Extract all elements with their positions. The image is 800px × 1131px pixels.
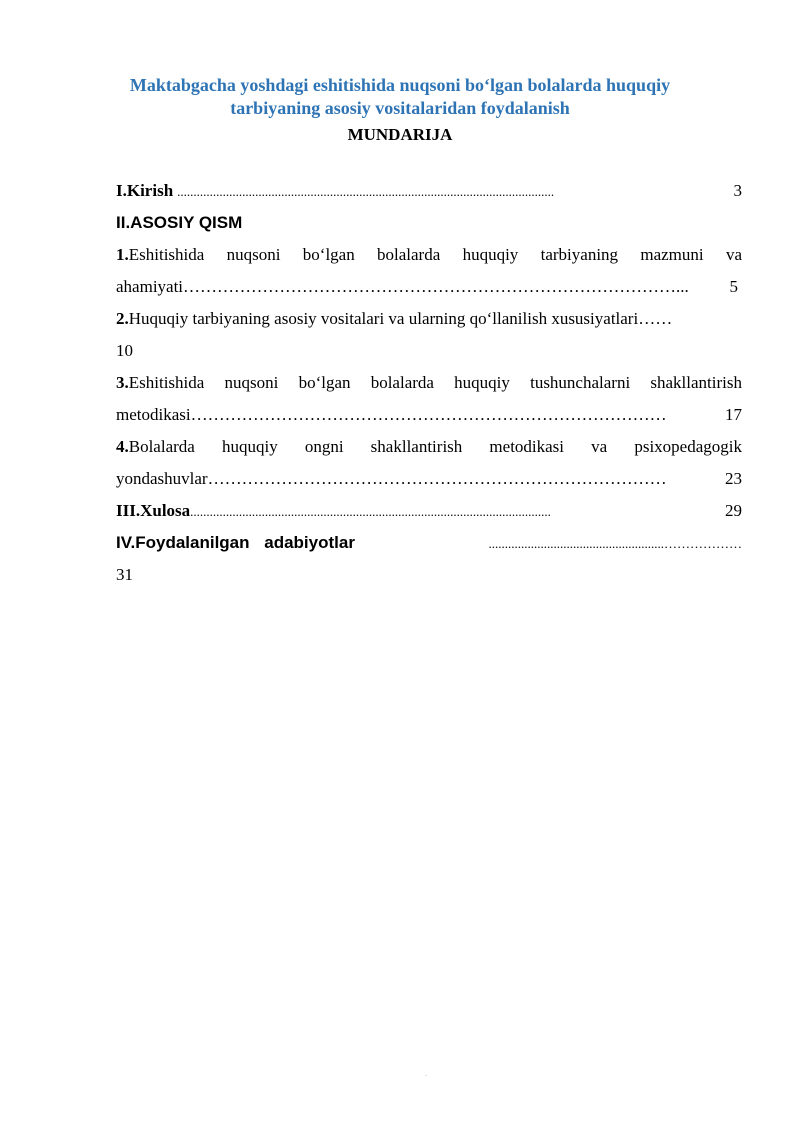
toc-references-page: 31 (116, 565, 133, 584)
toc-entry-1-page: 5 (729, 277, 738, 296)
toc-entry-4-text: Bolalarda huquqiy ongni shakllantirish metodikasi va psixopedagogik (128, 437, 742, 456)
toc-entry-3-leader: ………………………………………………………………………… (190, 405, 667, 424)
toc-entry-1-text-cont: ahamiyati (116, 277, 184, 296)
toc-heading: MUNDARIJA (347, 125, 453, 144)
toc-entry-2-line-2[interactable] (116, 335, 742, 367)
toc-entry-4-number: 4. (116, 437, 129, 456)
toc-entry-2-number: 2. (116, 309, 129, 328)
toc-entry-1-text: Eshitishida nuqsoni bo‘lgan bolalarda huquqiy tarbiyaning mazmuni va (128, 245, 742, 264)
toc-intro-page: 3 (733, 181, 742, 200)
toc-entry-3-text-cont: metodikasi (116, 405, 191, 424)
toc-conclusion-page: 29 (725, 501, 742, 520)
toc-entry-4-page: 23 (725, 469, 742, 488)
toc-entry-main-section[interactable] (116, 207, 742, 239)
toc-intro-leader: .................................................................................................................... (177, 184, 555, 199)
toc-entry-3-text: Eshitishida nuqsoni bo‘lgan bolalarda huquqiy tushunchalarni shakllantirish (128, 373, 742, 392)
toc-entry-1-line-2[interactable] (116, 271, 742, 303)
toc-entry-intro[interactable] (116, 175, 742, 207)
title-line-1: Maktabgacha yoshdagi eshitishida nuqsoni bo‘lgan bolalarda huquqiy (129, 75, 671, 95)
toc-conclusion-leader: ............................................................................................................... (190, 504, 551, 519)
toc-entry-references-page-line[interactable] (116, 559, 742, 591)
toc-entry-3-number: 3. (116, 373, 129, 392)
toc-entry-3-line-1[interactable] (116, 367, 742, 399)
toc-entry-references[interactable] (116, 527, 742, 559)
toc-references-leader: ......................................................……………… (488, 536, 742, 551)
toc-conclusion-label: III.Xulosa (116, 501, 191, 520)
toc-entry-1-number: 1. (116, 245, 129, 264)
footer-mark: . (425, 1068, 428, 1078)
table-of-contents (116, 175, 742, 591)
toc-entry-3-line-2[interactable] (116, 399, 742, 431)
toc-references-label: IV.Foydalanilgan adabiyotlar (116, 533, 355, 552)
toc-entry-4-line-1[interactable] (116, 431, 742, 463)
toc-entry-2-line-1[interactable] (116, 303, 742, 335)
toc-entry-1-line-1[interactable] (116, 239, 742, 271)
toc-entry-4-line-2[interactable] (116, 463, 742, 495)
toc-entry-3-page: 17 (725, 405, 742, 424)
toc-entry-2-page: 10 (116, 341, 133, 360)
toc-intro-label: I.Kirish (116, 181, 174, 200)
toc-entry-2-text: Huquqiy tarbiyaning asosiy vositalari va ularning qo‘llanilish xususiyatlari…… (128, 309, 673, 328)
toc-main-section-label: II.ASOSIY QISM (116, 213, 243, 232)
toc-entry-4-leader: ……………………………………………………………………… (207, 469, 667, 488)
toc-entry-1-leader: ……………………………………………………………………………... (183, 277, 689, 296)
title-line-2: tarbiyaning asosiy vositalaridan foydalanish (230, 98, 570, 118)
toc-entry-conclusion[interactable] (116, 495, 742, 527)
toc-entry-4-text-cont: yondashuvlar (116, 469, 208, 488)
document-title (100, 74, 700, 120)
